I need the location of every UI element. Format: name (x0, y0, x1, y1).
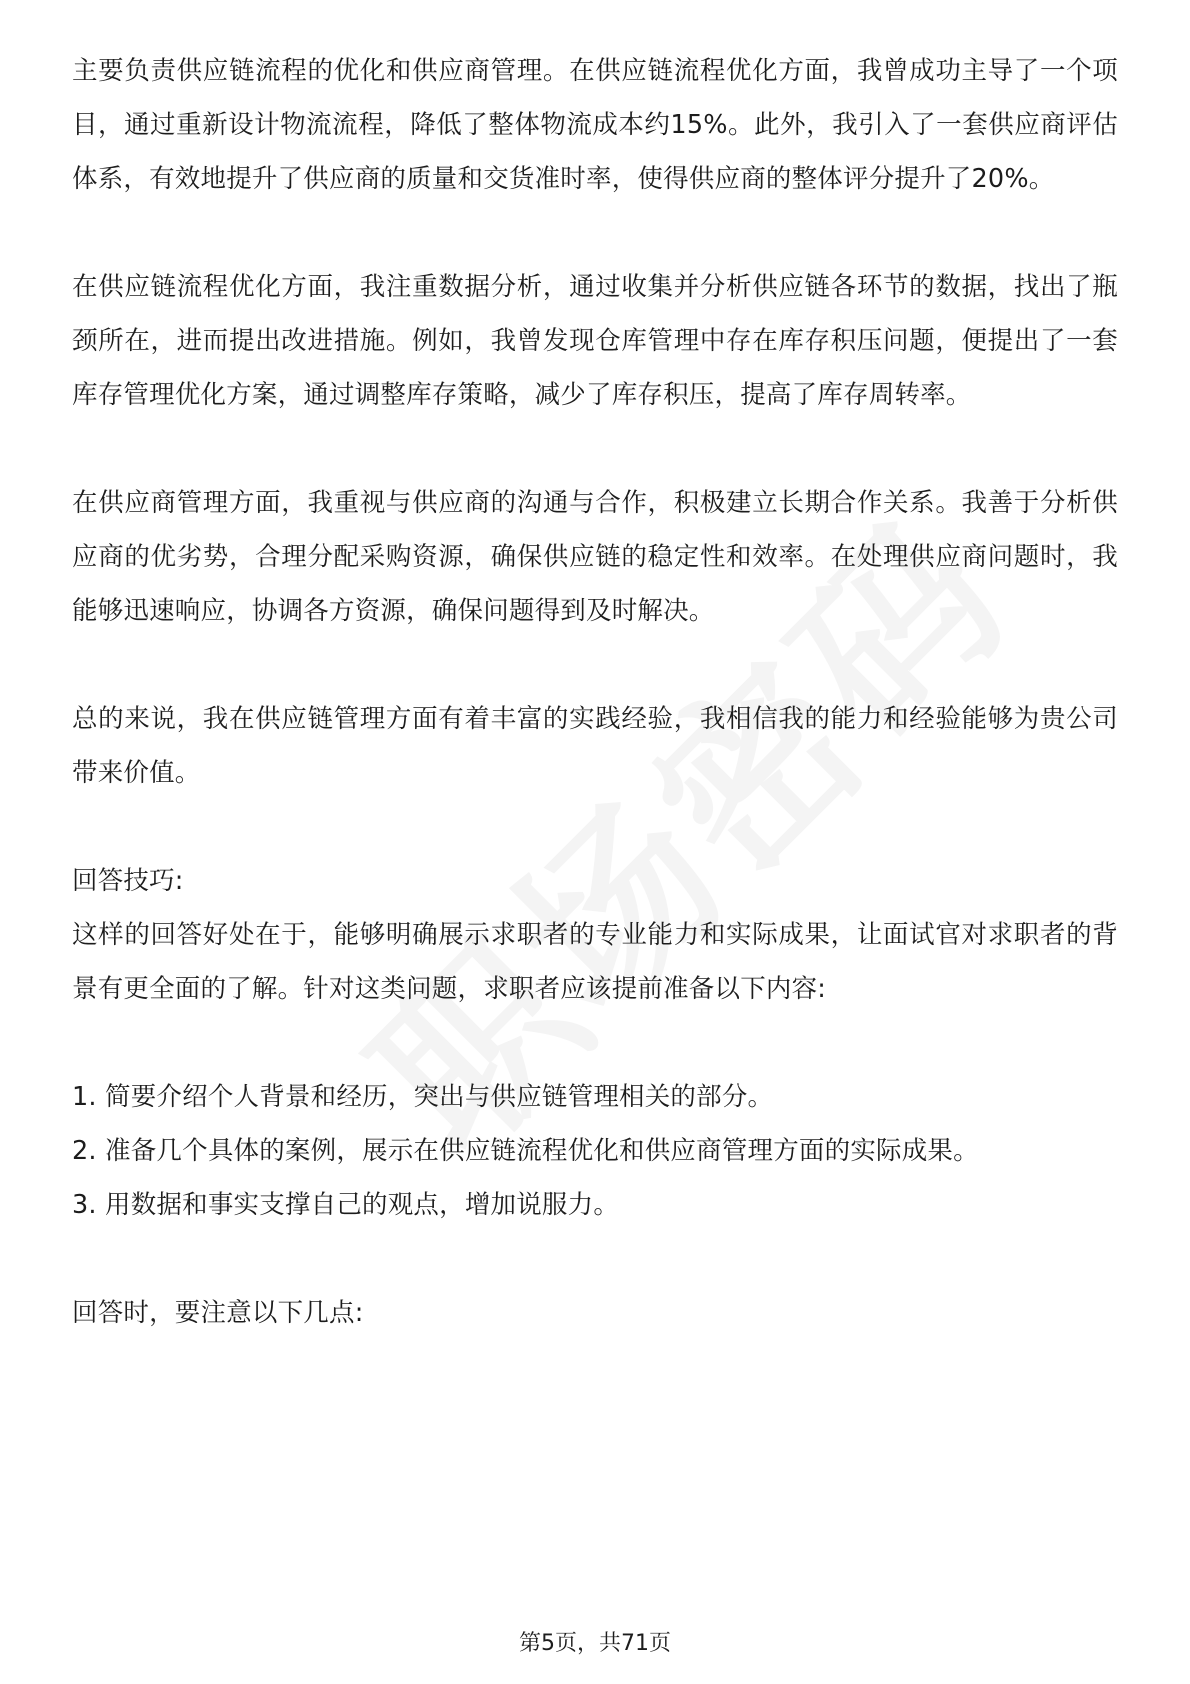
document-body (72, 44, 1118, 1340)
list-item: 3. 用数据和事实支撑自己的观点，增加说服力。 (72, 1190, 620, 1220)
tips-section (72, 854, 1118, 1016)
page-number: 第5页，共71页 (519, 1631, 671, 1656)
paragraph-4: 总的来说，我在供应链管理方面有着丰富的实践经验，我相信我的能力和经验能够为贵公司带来价值。 (72, 704, 1118, 788)
list-item: 1. 简要介绍个人背景和经历，突出与供应链管理相关的部分。 (72, 1082, 774, 1112)
preparation-list (72, 1070, 1118, 1232)
paragraph-2: 在供应链流程优化方面，我注重数据分析，通过收集并分析供应链各环节的数据，找出了瓶颈所在，进而提出改进措施。例如，我曾发现仓库管理中存在库存积压问题，便提出了一套库存管理优化方案，通过调整库存策略，减少了库存积压，提高了库存周转率。 (72, 272, 1118, 410)
notes-heading: 回答时，要注意以下几点: (72, 1298, 364, 1328)
paragraph-1: 主要负责供应链流程的优化和供应商管理。在供应链流程优化方面，我曾成功主导了一个项目，通过重新设计物流流程，降低了整体物流成本约15%。此外，我引入了一套供应商评估体系，有效地提升了供应商的质量和交货准时率，使得供应商的整体评分提升了20%。 (72, 56, 1118, 194)
tips-heading: 回答技巧: (72, 866, 184, 896)
paragraph-3: 在供应商管理方面，我重视与供应商的沟通与合作，积极建立长期合作关系。我善于分析供应商的优劣势，合理分配采购资源，确保供应链的稳定性和效率。在处理供应商问题时，我能够迅速响应，协调各方资源，确保问题得到及时解决。 (72, 488, 1118, 626)
list-item: 2. 准备几个具体的案例，展示在供应链流程优化和供应商管理方面的实际成果。 (72, 1136, 979, 1166)
tips-text: 这样的回答好处在于，能够明确展示求职者的专业能力和实际成果，让面试官对求职者的背景有更全面的了解。针对这类问题，求职者应该提前准备以下内容: (72, 920, 1118, 1004)
